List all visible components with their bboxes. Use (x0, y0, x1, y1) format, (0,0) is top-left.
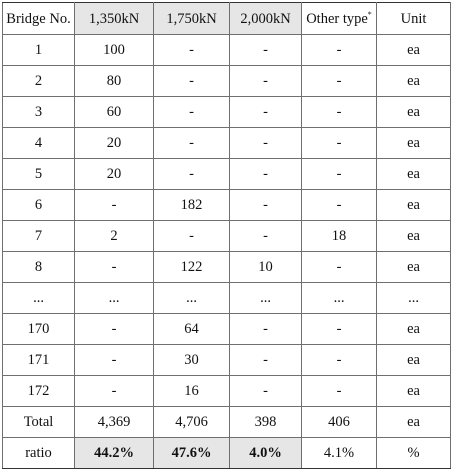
table-row (3, 252, 451, 283)
cell-load-2000kn: - (230, 97, 302, 128)
header-other-type: Other type (306, 10, 368, 27)
ratio-unit: % (377, 438, 451, 469)
total-other-type: 406 (302, 407, 377, 438)
cell-load-1750kn: - (154, 66, 230, 97)
cell-load-1350kn: 2 (75, 221, 154, 252)
cell-other-type: 18 (302, 221, 377, 252)
cell-unit: ea (377, 314, 451, 345)
cell-bridge-no: 2 (3, 66, 75, 97)
cell-other-type: - (302, 252, 377, 283)
cell-load-1350kn: - (75, 345, 154, 376)
header-1750kn: 1,750kN (154, 3, 230, 35)
header-bridge-no: Bridge No. (3, 3, 75, 35)
ratio-load-1750kn: 47.6% (154, 438, 230, 469)
ratio-load-1350kn: 44.2% (75, 438, 154, 469)
cell-other-type: - (302, 97, 377, 128)
cell-unit: ea (377, 159, 451, 190)
cell-unit: ... (377, 283, 451, 314)
header-other-type-cell (302, 3, 377, 35)
cell-load-1750kn: 182 (154, 190, 230, 221)
cell-unit: ea (377, 35, 451, 66)
cell-unit: ea (377, 221, 451, 252)
cell-unit: ea (377, 97, 451, 128)
cell-load-1750kn: - (154, 221, 230, 252)
table-row (3, 35, 451, 66)
cell-other-type: - (302, 66, 377, 97)
ratio-load-2000kn: 4.0% (230, 438, 302, 469)
cell-other-type: ... (302, 283, 377, 314)
header-unit: Unit (377, 3, 451, 35)
cell-load-1750kn: 30 (154, 345, 230, 376)
cell-load-1350kn: - (75, 314, 154, 345)
cell-unit: ea (377, 252, 451, 283)
cell-load-2000kn: - (230, 376, 302, 407)
cell-bridge-no: 1 (3, 35, 75, 66)
ratio-other-type: 4.1% (302, 438, 377, 469)
cell-load-2000kn: - (230, 190, 302, 221)
ratio-row (3, 438, 451, 469)
cell-bridge-no: ... (3, 283, 75, 314)
cell-load-1350kn: 20 (75, 159, 154, 190)
cell-unit: ea (377, 190, 451, 221)
table-body (3, 35, 451, 469)
cell-load-2000kn: - (230, 66, 302, 97)
cell-other-type: - (302, 190, 377, 221)
total-row (3, 407, 451, 438)
cell-load-1350kn: 80 (75, 66, 154, 97)
cell-other-type: - (302, 128, 377, 159)
table-row (3, 97, 451, 128)
header-2000kn: 2,000kN (230, 3, 302, 35)
cell-load-2000kn: - (230, 128, 302, 159)
total-load-1750kn: 4,706 (154, 407, 230, 438)
cell-bridge-no: 4 (3, 128, 75, 159)
cell-unit: ea (377, 345, 451, 376)
cell-unit: ea (377, 66, 451, 97)
cell-other-type: - (302, 314, 377, 345)
cell-bridge-no: 3 (3, 97, 75, 128)
cell-load-1750kn: - (154, 35, 230, 66)
cell-load-1750kn: ... (154, 283, 230, 314)
cell-load-1750kn: - (154, 128, 230, 159)
total-label: Total (3, 407, 75, 438)
cell-bridge-no: 170 (3, 314, 75, 345)
cell-other-type: - (302, 159, 377, 190)
cell-other-type: - (302, 376, 377, 407)
total-unit: ea (377, 407, 451, 438)
header-1350kn: 1,350kN (75, 3, 154, 35)
cell-bridge-no: 6 (3, 190, 75, 221)
cell-unit: ea (377, 128, 451, 159)
table-row (3, 128, 451, 159)
cell-load-1750kn: 64 (154, 314, 230, 345)
table-row (3, 283, 451, 314)
cell-load-1750kn: - (154, 159, 230, 190)
cell-bridge-no: 172 (3, 376, 75, 407)
cell-bridge-no: 5 (3, 159, 75, 190)
ratio-label: ratio (3, 438, 75, 469)
cell-load-1750kn: - (154, 97, 230, 128)
table-row (3, 221, 451, 252)
cell-other-type: - (302, 35, 377, 66)
total-load-1350kn: 4,369 (75, 407, 154, 438)
cell-load-1350kn: 100 (75, 35, 154, 66)
cell-bridge-no: 171 (3, 345, 75, 376)
cell-load-1350kn: ... (75, 283, 154, 314)
table-row (3, 190, 451, 221)
cell-load-1350kn: - (75, 252, 154, 283)
cell-bridge-no: 8 (3, 252, 75, 283)
cell-load-1350kn: 20 (75, 128, 154, 159)
cell-bridge-no: 7 (3, 221, 75, 252)
table-row (3, 66, 451, 97)
cell-load-2000kn: 10 (230, 252, 302, 283)
table-row (3, 345, 451, 376)
cell-load-1350kn: 60 (75, 97, 154, 128)
cell-load-2000kn: - (230, 345, 302, 376)
total-load-2000kn: 398 (230, 407, 302, 438)
header-row (3, 3, 451, 35)
bridge-bearing-table (2, 2, 451, 469)
cell-unit: ea (377, 376, 451, 407)
cell-load-2000kn: - (230, 221, 302, 252)
cell-other-type: - (302, 345, 377, 376)
cell-load-2000kn: - (230, 159, 302, 190)
table-row (3, 159, 451, 190)
cell-load-2000kn: ... (230, 283, 302, 314)
cell-load-1750kn: 122 (154, 252, 230, 283)
cell-load-2000kn: - (230, 35, 302, 66)
cell-load-1350kn: - (75, 190, 154, 221)
cell-load-1750kn: 16 (154, 376, 230, 407)
table-row (3, 314, 451, 345)
other-type-footnote-marker: * (367, 9, 372, 19)
cell-load-2000kn: - (230, 314, 302, 345)
table-row (3, 376, 451, 407)
cell-load-1350kn: - (75, 376, 154, 407)
